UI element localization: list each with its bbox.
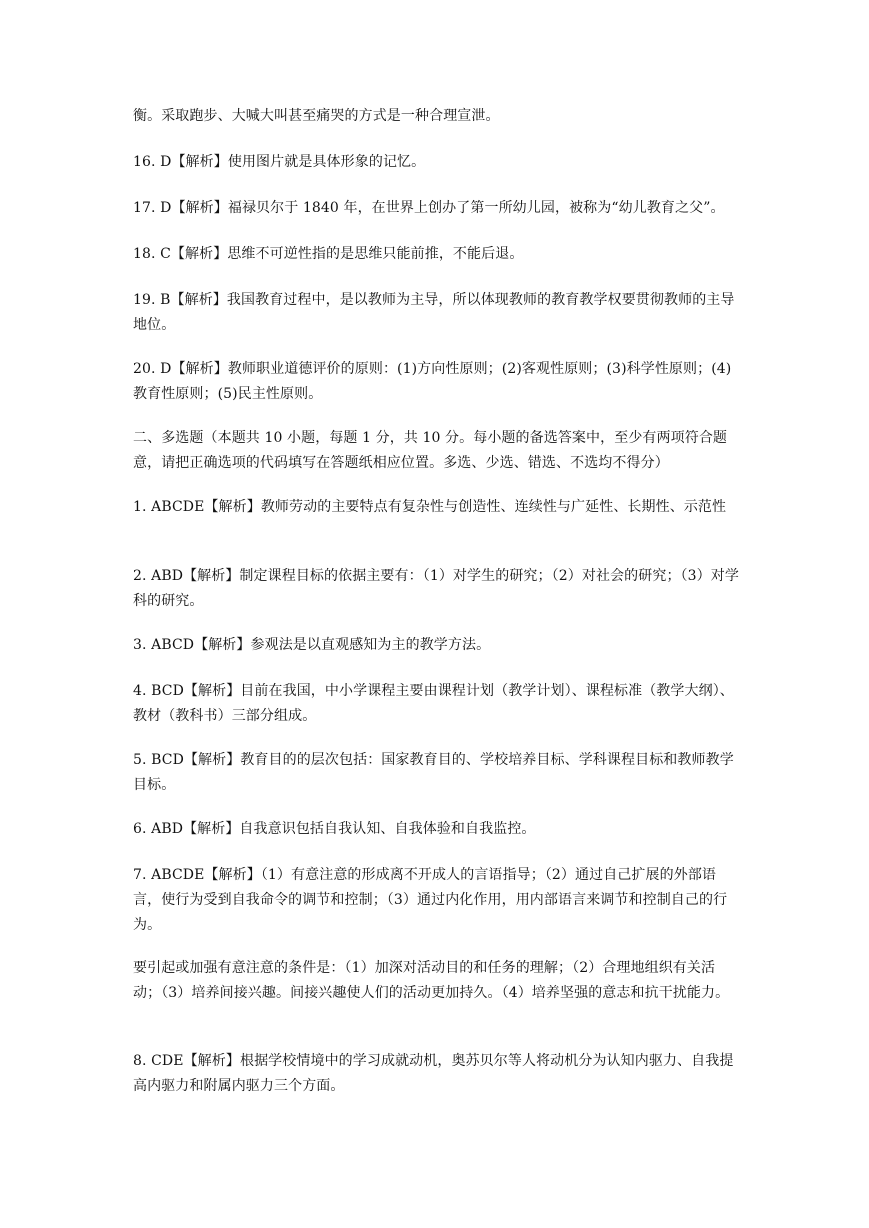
answer-mc-8: 8. CDE【解析】根据学校情境中的学习成就动机，奥苏贝尔等人将动机分为认知内驱力、自我提高内驱力和附属内驱力三个方面。 xyxy=(133,1053,734,1094)
answer-mc-4: 4. BCD【解析】目前在我国，中小学课程主要由课程计划（教学计划）、课程标准（教学大纲）、教材（教科书）三部分组成。 xyxy=(133,683,734,724)
answer-mc-6: 6. ABD【解析】自我意识包括自我认知、自我体验和自我监控。 xyxy=(133,821,536,837)
answer-mc-5: 5. BCD【解析】教育目的的层次包括：国家教育目的、学校培养目标、学科课程目标和教师教学目标。 xyxy=(133,752,734,793)
answer-mc-2: 2. ABD【解析】制定课程目标的依据主要有：（1）对学生的研究；（2）对社会的研究；（3）对学科的研究。 xyxy=(133,568,739,609)
answer-mc-1: 1. ABCDE【解析】教师劳动的主要特点有复杂性与创造性、连续性与广延性、长期性、示范性 xyxy=(133,499,727,515)
answer-mc-3: 3. ABCD【解析】参观法是以直观感知为主的教学方法。 xyxy=(133,637,491,653)
paragraph-continuation: 衡。采取跑步、大喊大叫甚至痛哭的方式是一种合理宣泄。 xyxy=(133,108,500,124)
answer-mc-7: 7. ABCDE【解析】（1）有意注意的形成离不开成人的言语指导；（2）通过自己扩展的外部语言，使行为受到自我命令的调节和控制；（3）通过内化作用，用内部语言来调节和控制自己的行为。 xyxy=(133,867,728,933)
answer-19: 19. B【解析】我国教育过程中，是以教师为主导，所以体现教师的教育教学权要贯彻教师的主导地位。 xyxy=(133,292,735,333)
answer-18: 18. C【解析】思维不可逆性指的是思维只能前推，不能后退。 xyxy=(133,246,524,262)
answer-17: 17. D【解析】福禄贝尔于 1840 年，在世界上创办了第一所幼儿园，被称为“幼儿教育之父”。 xyxy=(133,200,725,216)
answer-mc-7-continued: 要引起或加强有意注意的条件是：（1）加深对活动目的和任务的理解；（2）合理地组织有关活动；（3）培养间接兴趣。间接兴趣使人们的活动更加持久。（4）培养坚强的意志和抗干扰能力。 xyxy=(133,960,730,1001)
answer-16: 16. D【解析】使用图片就是具体形象的记忆。 xyxy=(133,154,426,170)
answer-20: 20. D【解析】教师职业道德评价的原则：(1)方向性原则；(2)客观性原则；(3)科学性原则；(4)教育性原则；(5)民主性原则。 xyxy=(133,361,732,402)
section-heading-multiple-choice: 二、多选题（本题共 10 小题，每题 1 分，共 10 分。每小题的备选答案中，至少有两项符合题意，请把正确选项的代码填写在答题纸相应位置。多选、少选、错选、不选均不得分） xyxy=(133,430,728,471)
